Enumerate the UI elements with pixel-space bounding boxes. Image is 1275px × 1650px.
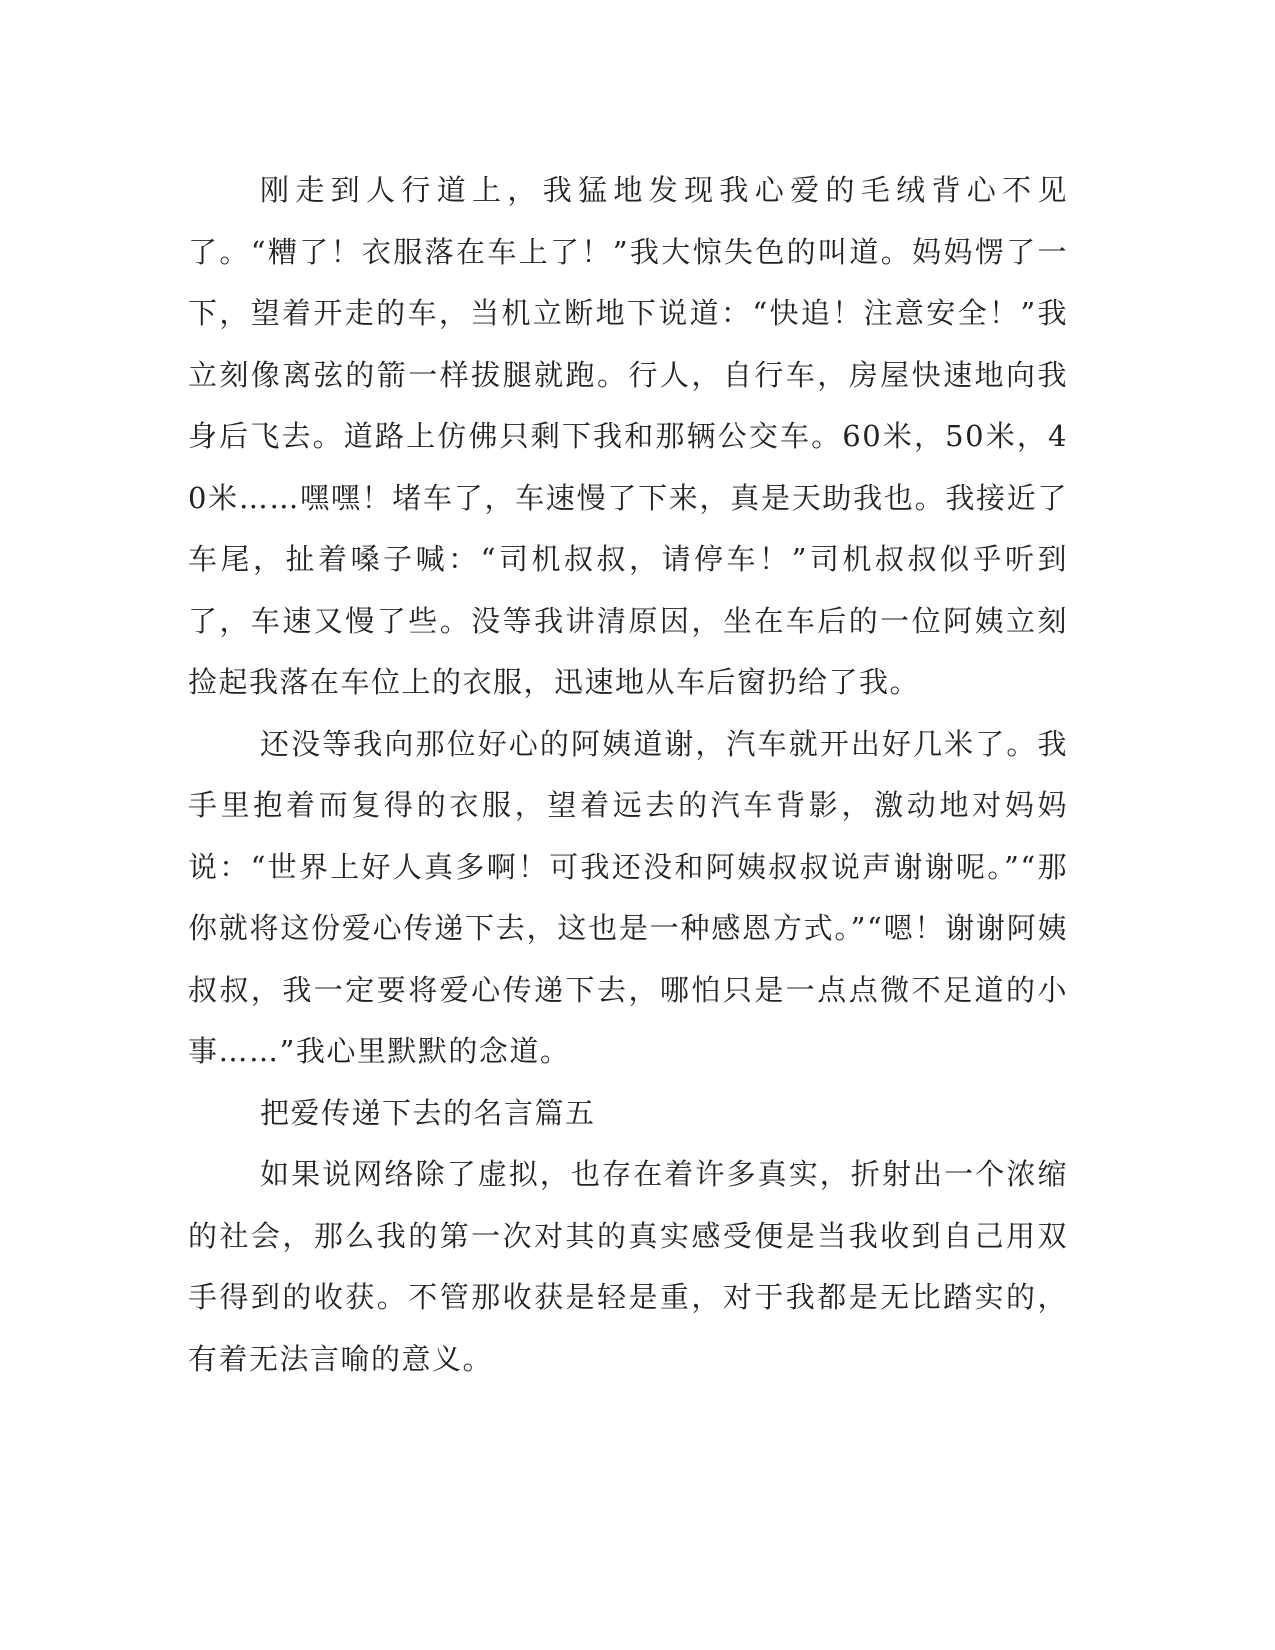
section-heading: 把爱传递下去的名言篇五 bbox=[260, 1095, 596, 1130]
paragraph-pass-love-on: 还没等我向那位好心的阿姨道谢，汽车就开出好几米了。我手里抱着而复得的衣服，望着远去的汽车背影，激动地对妈妈说：“世界上好人真多啊！可我还没和阿姨叔叔说声谢谢呢。”“那你就将这份爱心传递下去，这也是一种感恩方式。”“嗯！谢谢阿姨叔叔，我一定要将爱心传递下去，哪怕只是一点点微不足道的小事……”我心里默默的念道。 bbox=[188, 726, 1068, 1068]
paragraph-chase-bus: 刚走到人行道上，我猛地发现我心爱的毛绒背心不见了。“糟了！衣服落在车上了！”我大惊失色的叫道。妈妈愣了一下，望着开走的车，当机立断地下说道：“快追！注意安全！”我立刻像离弦的箭一样拔腿就跑。行人，自行车，房屋快速地向我身后飞去。道路上仿佛只剩下我和那辆公交车。60米，50米，40米……嘿嘿！堵车了，车速慢了下来，真是天助我也。我接近了车尾，扯着嗓子喊：“司机叔叔，请停车！”司机叔叔似乎听到了，车速又慢了些。没等我讲清原因，坐在车后的一位阿姨立刻捡起我落在车位上的衣服，迅速地从车后窗扔给了我。 bbox=[188, 173, 1068, 699]
document-body bbox=[188, 160, 1068, 1390]
paragraph-online-reality: 如果说网络除了虚拟，也存在着许多真实，折射出一个浓缩的社会，那么我的第一次对其的真实感受便是当我收到自己用双手得到的收获。不管那收获是轻是重，对于我都是无比踏实的，有着无法言喻的意义。 bbox=[188, 1157, 1068, 1376]
